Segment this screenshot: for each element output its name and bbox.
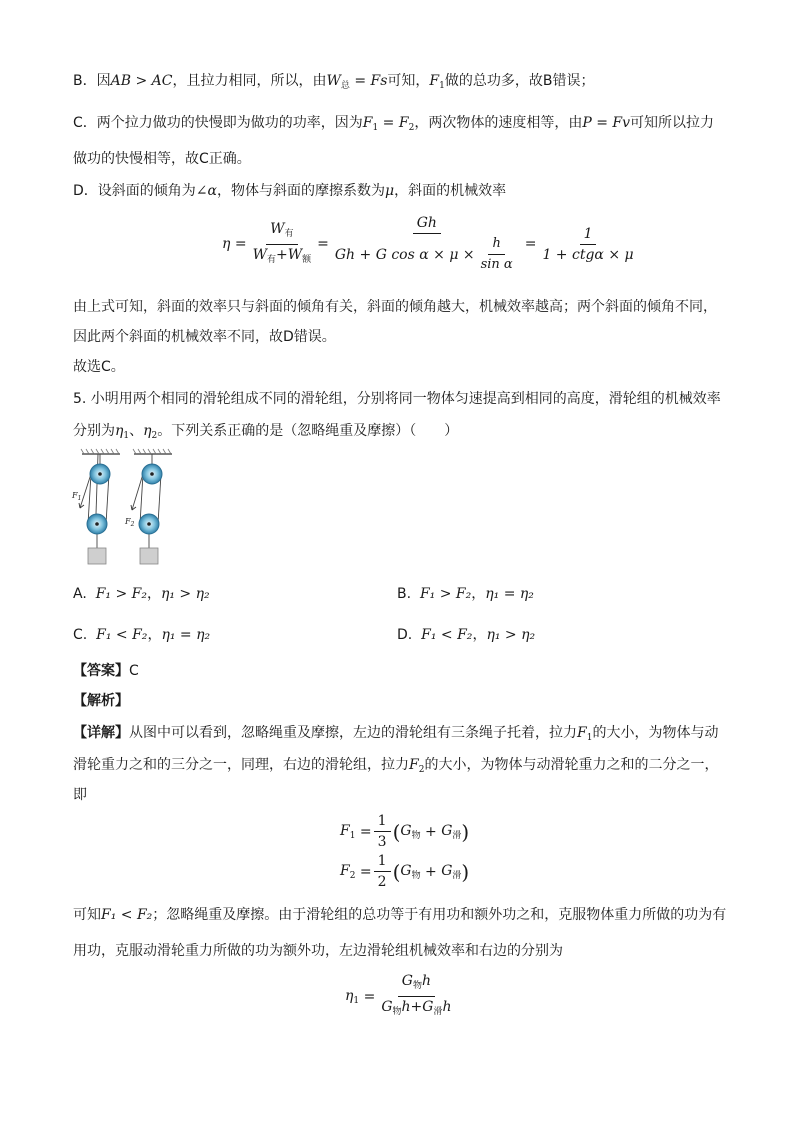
math-work: $W_总 = Fs$	[326, 73, 388, 91]
label-f2: $F_2$	[125, 517, 135, 528]
answer-choice-line: 故选C。	[73, 359, 125, 375]
incline-efficiency-equation: η = $\frac{W_有}{W_有+W_额}$ = Gh Gh + G cos α × μ × $\frac{h}{\text{sin α}}$ = $\frac{1}{\text{1 + ctgα × μ}}$	[222, 214, 640, 274]
detail-line3: 即	[73, 787, 87, 803]
equation-eta1: $\eta_1$ = $\frac{G_物h}{G_物h+G_滑h}$	[345, 973, 452, 1017]
equation-f1: $F_1$ = $\frac{1}{3}$ ( $G_物$ + $G_滑$ )	[340, 813, 470, 850]
text: C．两个拉力做功的快慢即为做功的功率，因为	[73, 115, 363, 131]
question-5-line2: 分别为$\eta_1$、$\eta_2$。下列关系正确的是（忽略绳重及摩擦）（ ）	[73, 423, 459, 441]
final-line2: 用功，克服动滑轮重力所做的功为额外功，左边滑轮组机械效率和右边的分别为	[73, 943, 563, 959]
conclusion-line1: 由上式可知，斜面的效率只与斜面的倾角有关，斜面的倾角越大，机械效率越高；两个斜面的倾角不同，	[73, 299, 717, 315]
question-5-line1: 5. 小明用两个相同的滑轮组成不同的滑轮组，分别将同一物体匀速提高到相同的高度，滑轮组的机械效率	[73, 391, 721, 407]
ceiling-right	[133, 449, 172, 454]
text: 做的总功多，故B错误；	[444, 73, 595, 89]
option-b-explanation	[73, 70, 723, 97]
math-f-equal: $F_1 = F_2$	[362, 115, 415, 133]
option-d-explanation	[73, 180, 723, 202]
ceiling-left	[81, 449, 120, 454]
math-angle: ∠α	[195, 183, 217, 199]
weight-block-left	[88, 548, 106, 564]
weight-block-right	[140, 548, 158, 564]
option-c[interactable]: C. F₁ < F₂，η₁ = η₂	[73, 627, 211, 643]
fraction-ctg: $\frac{1}{\text{1 + ctgα × μ}}$	[542, 225, 634, 263]
conclusion-line2: 因此两个斜面的机械效率不同，故D错误。	[73, 329, 336, 345]
text: ，且拉力相同，所以，由	[172, 73, 327, 89]
answer-line: 【答案】C	[73, 663, 139, 679]
text: 可知，	[387, 73, 430, 89]
option-a[interactable]: A. F₁ > F₂，η₁ > η₂	[73, 586, 210, 602]
label-f1: $F_1$	[72, 491, 82, 502]
text: D．设斜面的倾角为	[73, 183, 196, 199]
option-b[interactable]: B. F₁ > F₂，η₁ = η₂	[397, 586, 534, 602]
text: B．因	[73, 73, 111, 89]
option-c-explanation-line2: 做功的快慢相等，故C正确。	[73, 151, 251, 167]
detail-line1: 【详解】从图中可以看到，忽略绳重及摩擦，左边的滑轮组有三条绳子托着，拉力$F_1$的大小，为物体与动	[73, 725, 719, 743]
analysis-heading: 【解析】	[73, 693, 129, 709]
math-power: P = Fv	[582, 115, 631, 131]
math-inequality: AB > AC	[110, 73, 173, 89]
equation-f2: $F_2$ = $\frac{1}{2}$ ( $G_物$ + $G_滑$ )	[340, 853, 470, 890]
text: ，两次物体的速度相等，由	[414, 115, 583, 131]
option-c-explanation	[73, 112, 723, 139]
math-mu: μ	[384, 183, 395, 199]
final-line1: 可知F₁ < F₂；忽略绳重及摩擦。由于滑轮组的总功等于有用功和额外功之和，克服物体重力所做的功为有	[73, 907, 727, 923]
math-f1: $F_1$	[429, 73, 445, 91]
text: 可知所以拉力	[630, 115, 715, 131]
fraction-work: $\frac{W_有}{W_有+W_额}$	[252, 220, 312, 265]
fraction-gh: Gh Gh + G cos α × μ × $\frac{h}{\text{sin α}}$	[334, 215, 513, 272]
detail-line2: 滑轮重力之和的三分之一，同理，右边的滑轮组，拉力$F_2$的大小，为物体与动滑轮重力之和的二分之一，	[73, 757, 719, 775]
pulley-system-figure	[70, 448, 180, 568]
text: ，斜面的机械效率	[394, 183, 507, 199]
option-d[interactable]: D. F₁ < F₂，η₁ > η₂	[397, 627, 536, 643]
text: ，物体与斜面的摩擦系数为	[216, 183, 385, 199]
